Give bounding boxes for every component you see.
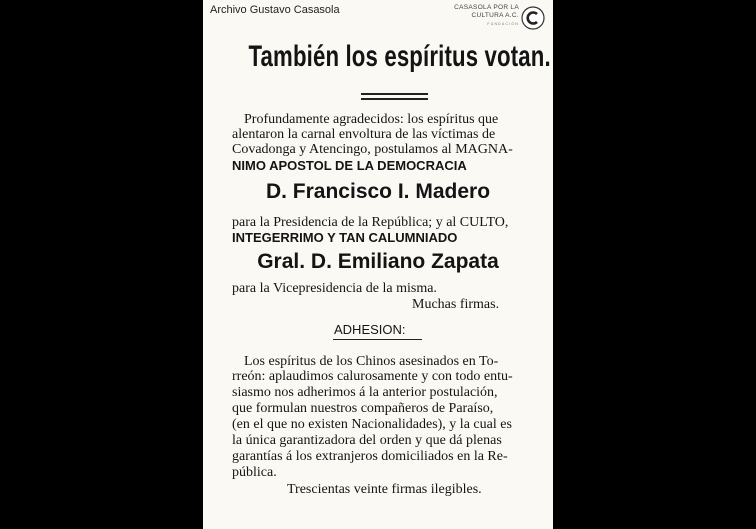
adhesion-underline — [333, 339, 422, 340]
paragraph-1-line: Covadonga y Atencingo, postulamos al MAGNA- — [232, 142, 513, 157]
foundation-logo-text — [439, 4, 519, 28]
paragraph-2-line: pública. — [232, 465, 277, 480]
foundation-logo-icon — [521, 6, 545, 30]
logo-line-1: CASASOLA POR LA — [454, 4, 519, 11]
title-rule-bottom — [361, 98, 428, 100]
paragraph-1-line: alentaron la carnal envoltura de las víctimas de — [232, 127, 496, 142]
paragraph-2-line: garantías á los extranjeros domiciliados en la Re- — [232, 449, 508, 464]
paragraph-2-line: Los espíritus de los Chinos asesinados en To- — [244, 354, 499, 369]
paragraph-2-line: rreón: aplaudimos calurosamente y con todo entu- — [232, 369, 513, 384]
vicepresidency-line: para la Vicepresidencia de la misma. — [232, 281, 437, 296]
paragraph-2-line: la única garantizadora del orden y que dá plenas — [232, 433, 502, 448]
paragraph-middle-line: INTEGERRIMO Y TAN CALUMNIADO — [232, 230, 458, 245]
title-rule-top — [361, 93, 428, 95]
logo-line-3: FUNDACIÓN — [487, 22, 519, 26]
document-sheet — [203, 0, 553, 529]
adhesion-heading: ADHESION: — [334, 322, 406, 337]
paragraph-2-line: siasmo nos adherimos á la anterior postulación, — [232, 385, 498, 400]
paragraph-1-line: NIMO APOSTOL DE LA DEMOCRACIA — [232, 158, 467, 173]
candidate-vicepresident: Gral. D. Emiliano Zapata — [257, 250, 499, 273]
logo-line-2: CULTURA A.C. — [471, 12, 519, 19]
signature-illegible: Trescientas veinte firmas ilegibles. — [287, 482, 482, 497]
paragraph-middle-line: para la Presidencia de la República; y al CULTO, — [232, 215, 509, 230]
document-title: También los espíritus votan. — [248, 40, 551, 73]
signature-many: Muchas firmas. — [412, 297, 500, 312]
paragraph-1-line: Profundamente agradecidos: los espíritus que — [244, 112, 499, 127]
archive-label: Archivo Gustavo Casasola — [210, 4, 340, 16]
candidate-president: D. Francisco I. Madero — [265, 180, 491, 203]
paragraph-2-line: (en el que no existen Nacionalidades), y la cual es — [232, 417, 512, 432]
paragraph-2-line: que formulan nuestros compañeros de Paraíso, — [232, 401, 494, 416]
